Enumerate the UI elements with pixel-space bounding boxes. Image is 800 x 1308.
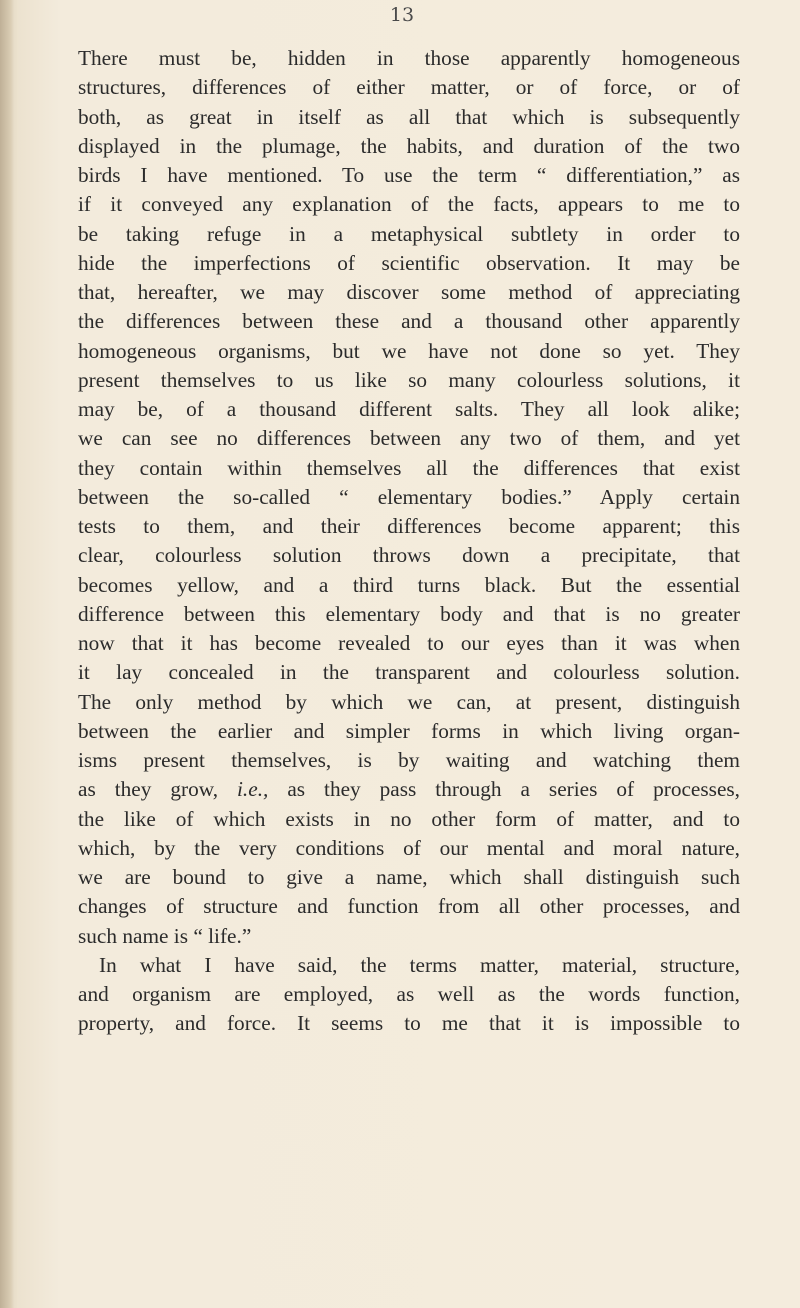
body-text (78, 44, 740, 1039)
text-line: changes of structure and function from all other processes, and (78, 894, 740, 919)
text-line: may be, of a thousand different salts. They all look alike; (78, 397, 740, 421)
text-line: becomes yellow, and a third turns black. But the essential (78, 572, 740, 597)
text-line: it lay concealed in the transparent and colourless solution. (78, 660, 740, 685)
text-line: they contain within themselves all the differences that exist (78, 455, 740, 480)
text-line: the like of which exists in no other form of matter, and to (78, 806, 740, 831)
italic-abbreviation: i.e., (237, 777, 269, 802)
text-line: structures, differences of either matter, or of force, or of (78, 75, 740, 100)
text-line: isms present themselves, is by waiting and watching them (78, 748, 740, 772)
paragraph-1 (78, 44, 740, 951)
text-line: and organism are employed, as well as the words function, (78, 982, 740, 1006)
text-line: displayed in the plumage, the habits, and duration of the two (78, 133, 740, 158)
text-line: The only method by which we can, at present, distinguish (78, 689, 740, 714)
text-line: between the earlier and simpler forms in which living organ- (78, 718, 740, 743)
text-line: hide the imperfections of scientific observation. It may be (78, 250, 740, 275)
text-line: present themselves to us like so many colourless solutions, it (78, 367, 740, 392)
text-line: which, by the very conditions of our mental and moral nature, (78, 835, 740, 860)
text-line: that, hereafter, we may discover some method of appreciating (78, 280, 740, 304)
text-line: if it conveyed any explanation of the facts, appears to me to (78, 192, 740, 217)
text-line: clear, colourless solution throws down a precipitate, that (78, 543, 740, 568)
text-line: homogeneous organisms, but we have not done so yet. They (78, 338, 740, 363)
text-line: difference between this elementary body and that is no greater (78, 601, 740, 626)
text-line: we can see no differences between any two of them, and yet (78, 426, 740, 451)
page-number: 13 (389, 4, 415, 26)
page-gutter-shadow (0, 0, 14, 1308)
text-line: the differences between these and a thousand other apparently (78, 309, 740, 334)
text-segment: as they pass through a series of processes, (268, 777, 741, 802)
text-line: both, as great in itself as all that which is subsequently (78, 104, 740, 129)
text-line: be taking refuge in a metaphysical subtlety in order to (78, 221, 740, 246)
text-line: In what I have said, the terms matter, material, structure, (99, 952, 740, 977)
text-line: There must be, hidden in those apparently homogeneous (78, 46, 740, 70)
text-line: tests to them, and their differences become apparent; this (78, 514, 740, 538)
text-line: birds I have mentioned. To use the term “ differentiation,” as (78, 163, 740, 187)
text-segment: as they grow, (78, 777, 238, 802)
text-line: now that it has become revealed to our eyes than it was when (78, 631, 740, 655)
text-line: we are bound to give a name, which shall distinguish such (78, 865, 740, 889)
text-line: such name is “ life.” (78, 923, 252, 948)
text-line-with-italic (78, 775, 740, 804)
text-line: between the so-called “ elementary bodies.” Apply certain (78, 484, 740, 509)
paragraph-2 (78, 951, 740, 1039)
text-line: property, and force. It seems to me that it is impossible to (78, 1011, 740, 1036)
